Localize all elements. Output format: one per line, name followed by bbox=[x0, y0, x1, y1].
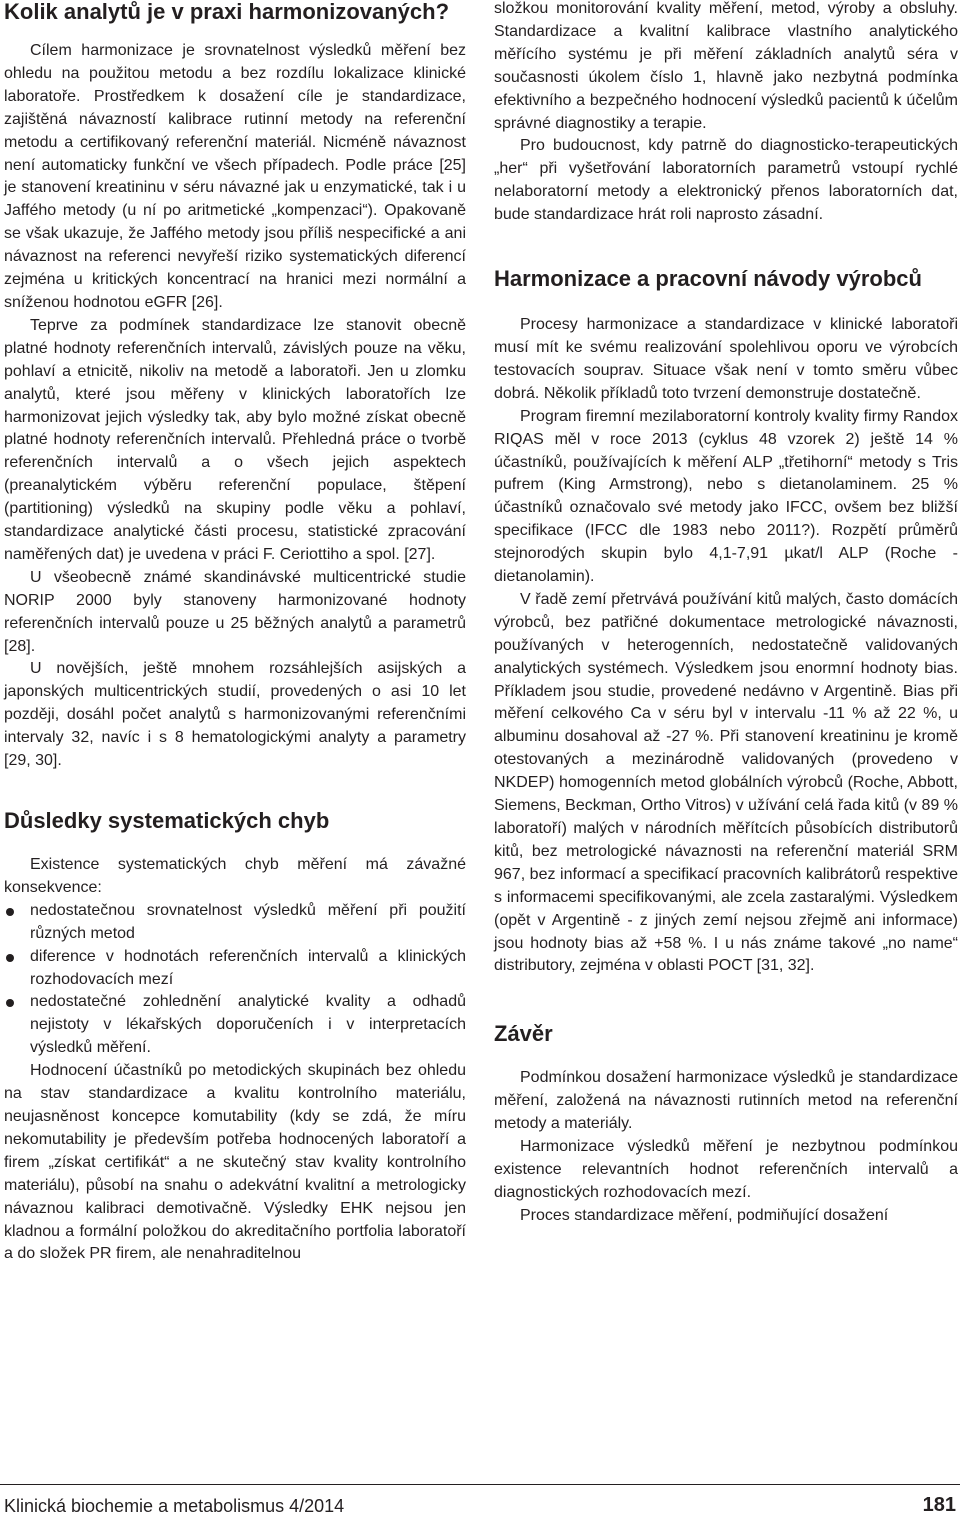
paragraph: Teprve za podmínek standardizace lze stanovit obecně platné hodnoty referenčních intervalů, závislých pouze na věku, pohlaví a etnicitě, nikoliv na metodě a laboratoři. Jen u zlomku analytů, které jsou měřeny v klinických laboratořích lze harmonizovat jejich výsledky tak, aby bylo možné získat obecně platné hodnoty referenčních intervalů. Přehledná práce o tvorbě referenčních intervalů a o všech jejich aspektech (preanalytickém výběru referenční populace, štěpení (partitioning) výsledků na skupiny podle věku a pohlaví, standardizace analytické části procesu, statistické zpracování naměřených dat) je uvedena v práci F. Ceriottiho a spol. [27]. bbox=[4, 316, 466, 563]
right-column bbox=[494, 0, 958, 1228]
heading-conclusion: Závěr bbox=[494, 1021, 553, 1047]
paragraph: Pro budoucnost, kdy patrně do diagnosticko-terapeutických „her“ při vyšetřování laboratorních parametrů vstoupí rychlé nelaboratorní metody a elektronický přenos laboratorních dat, bude standardizace hrát roli naprosto zásadní. bbox=[494, 137, 958, 224]
paragraph: Cílem harmonizace je srovnatelnost výsledků měření bez ohledu na použitou metodu a bez rozdílu lokalizace klinické laboratoře. Prostředkem k dosažení cíle je standardizace, zajištěná návazností kalibrace rutinní metody na referenční metodu a certifikovaný referenční materiál. Nicméně návaznost není automaticky funkční ve všech případech. Podle práce [25] je stanovení kreatininu v séru návazné jak u enzymatické, tak i u Jaffého metody (u ní po aritmetické „kompenzaci“). Opakovaně se však ukazuje, že Jaffého metody jsou příliš nespecifické a ani návaznost na referenci nevyřeší riziko systematických diferencí zejména u kritických koncentrací na hranici mezi normální a sníženou hodnotou eGFR [26]. bbox=[4, 42, 466, 311]
list-item: nedostatečnou srovnatelnost výsledků měření při použití různých metod bbox=[4, 900, 466, 946]
heading-harmonized-analytes: Kolik analytů je v praxi harmonizovaných? bbox=[4, 0, 450, 24]
paragraph-consequences-intro: Existence systematických chyb měření má závažné konsekvence: bbox=[4, 856, 466, 896]
paragraph: Harmonizace výsledků měření je nezbytnou podmínkou existence relevantních hodnot referenčních intervalů a diagnostických rozhodovacích mezí. bbox=[494, 1138, 958, 1201]
heading-manufacturer-manuals: Harmonizace a pracovní návody výrobců bbox=[494, 266, 922, 292]
paragraph: U novějších, ještě mnohem rozsáhlejších asijských a japonských multicentrických studií, provedených o asi 10 let později, dosáhl počet analytů s harmonizovanými referenčními intervaly 32, navíc i s 8 hematologickými analyty a parametry [29, 30]. bbox=[4, 660, 466, 770]
list-item: diference v hodnotách referenčních intervalů a klinických rozhodovacích mezí bbox=[4, 946, 466, 992]
paragraph: Program firemní mezilaboratorní kontroly kvality firmy Randox RIQAS měl v roce 2013 (cyklus 48 vzorek 2) ještě 14 % účastníků, používajících k měření ALP „třetihorní“ metody s Tris pufrem (King Armstrong), nebo s dietanolaminem. 25 % účastníků označovalo své metody jako IFCC, ovšem bez bližší specifikace (IFCC dle 1983 nebo 2011?). Rozpětí průměrů stejnorodých skupin bylo 4,1-7,91 µkat/l ALP (Roche - dietanolamin). bbox=[494, 407, 958, 586]
paragraph: Hodnocení účastníků po metodických skupinách bez ohledu na stav standardizace a kvalitu kontrolního materiálu, neujasněnost koncepce komutability (kdy se zdá, že míru nekomutability je především potřeba hodnocených laboratoří a firem „získat certifikát“ a ne skutečný stav kvality kontrolního materiálu), působí na snahu o adekvátní kvalitní a metrologicky návaznou kalibraci demotivačně. Výsledky EHK nejsou jen kladnou a formální položkou do akreditačního portfolia laboratoří a do složek PR firem, ale nenahraditelnou bbox=[4, 1062, 466, 1263]
footer-divider bbox=[0, 1484, 960, 1485]
paragraph: V řadě zemí přetrvává používání kitů malých, často domácích výrobců, bez patřičné dokumentace metrologické návaznosti, používaných v heterogenních, nedostatečně validovaných analytických systémech. Výsledkem jsou enormní hodnoty bias. Příkladem jsou studie, provedené nedávno v Argentině. Bias při měření celkového Ca v séru byl v intervalu -11 % až 22 %, u albuminu dosahoval až -27 %. Při stanovení kreatininu je kromě otestovaných a mezinárodně validovaných (provedeno v NKDEP) homogenních metod globálních výrobců (Roche, Abbott, Siemens, Beckman, Ortho Vitros) v užívání celá řada kitů (v 89 % laboratoří) malých v národních měřítcích působících distributorů kitů, bez metrologické návaznosti na referenční materiál SRM 967, bez informací a specifikací pracovních kalibrátorů respektive s informacemi specifikovanými, ale zcela zastaralými. Výsledkem (opět v Argentině - z jiných zemí nejsou zřejmě ani informace) jsou hodnoty bias až +58 %. I u nás známe takové „no name“ distributory, zejména v oblasti POCT [31, 32]. bbox=[494, 590, 958, 975]
left-column bbox=[4, 0, 466, 1266]
paragraph: Procesy harmonizace a standardizace v klinické laboratoři musí mít ke svému realizování spolehlivou oporu ve výrobcích testovacích souprav. Situace však není v tomto směru vůbec dobrá. Několik příkladů toto tvrzení demonstruje dostatečně. bbox=[494, 316, 958, 402]
paragraph: Proces standardizace měření, podmiňující dosažení bbox=[520, 1206, 889, 1224]
consequences-list bbox=[4, 900, 466, 1060]
paragraph: Podmínkou dosažení harmonizace výsledků je standardizace měření, založená na návaznosti rutinních metod na referenční metody a materiály. bbox=[494, 1069, 958, 1133]
journal-footer: Klinická biochemie a metabolismus 4/2014 bbox=[4, 1496, 345, 1516]
list-item: nedostatečné zohlednění analytické kvality a odhadů nejistoty v lékařských doporučeních i v interpretacích výsledků měření. bbox=[4, 991, 466, 1060]
page-number: 181 bbox=[922, 1494, 956, 1516]
paragraph: U všeobecně známé skandinávské multicentrické studie NORIP 2000 byly stanoveny harmonizované hodnoty referenčních intervalů pouze u 25 běžných analytů a parametrů [28]. bbox=[4, 568, 466, 655]
heading-systematic-errors: Důsledky systematických chyb bbox=[4, 808, 330, 833]
paragraph: složkou monitorování kvality měření, metod, výroby a obsluhy. Standardizace a kvalitní kalibrace vlastního analytického měřícího systému je při měření základních analytů séra v současnosti úkolem číslo 1, hlavně jako nezbytná podmínka efektivního a bezpečného hodnocení výsledků pacientů k účelům správné diagnostiky a terapie. bbox=[494, 0, 958, 132]
